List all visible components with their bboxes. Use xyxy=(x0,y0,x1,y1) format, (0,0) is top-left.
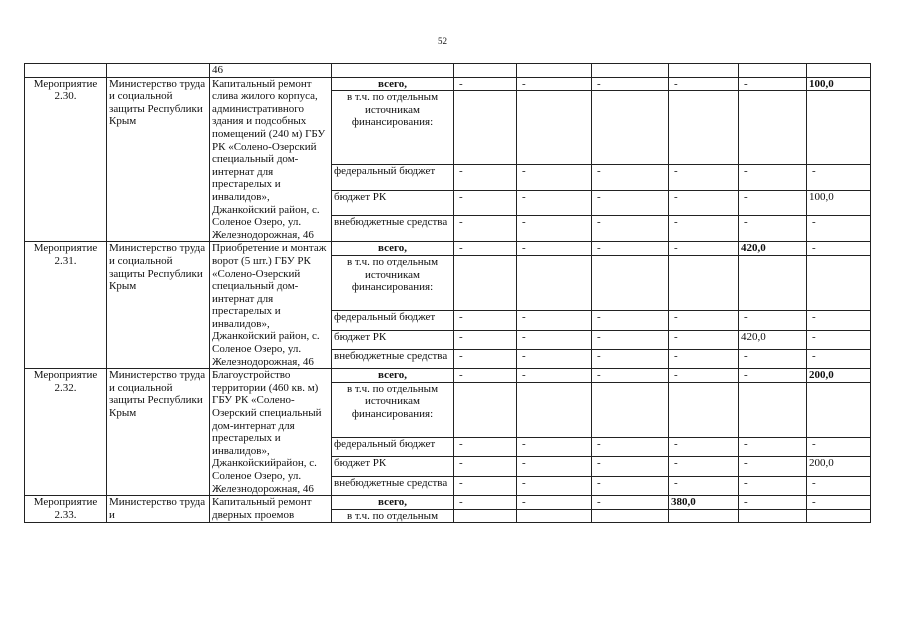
empty-cell xyxy=(25,64,107,78)
value-cell: - xyxy=(807,311,871,330)
value-cell: - xyxy=(739,216,807,242)
funding-source-cell: всего, xyxy=(332,242,454,256)
funding-source-cell: федеральный бюджет xyxy=(332,164,454,190)
value-cell xyxy=(454,91,517,165)
empty-cell xyxy=(592,64,669,78)
funding-source-cell: в т.ч. по отдельным источникам финансирования: xyxy=(332,91,454,165)
event-name-cell: Капитальный ремонт дверных проемов xyxy=(210,496,332,523)
value-cell: - xyxy=(807,438,871,457)
empty-cell xyxy=(807,64,871,78)
value-cell: - xyxy=(592,190,669,216)
value-cell: - xyxy=(739,311,807,330)
value-cell: - xyxy=(669,438,739,457)
event-id-cell: Мероприятие 2.30. xyxy=(25,77,107,242)
value-cell: - xyxy=(517,349,592,368)
executor-cell: Министерство труда и социальной защиты Республики Крым xyxy=(107,369,210,496)
value-cell: - xyxy=(592,438,669,457)
empty-cell xyxy=(669,64,739,78)
value-cell: - xyxy=(517,311,592,330)
funding-table xyxy=(24,63,871,523)
table-row xyxy=(25,242,871,256)
value-cell: 100,0 xyxy=(807,77,871,91)
value-cell: - xyxy=(739,349,807,368)
value-cell: - xyxy=(739,438,807,457)
value-cell: 420,0 xyxy=(739,242,807,256)
value-cell: - xyxy=(454,496,517,510)
value-cell: - xyxy=(517,369,592,383)
page-number: 52 xyxy=(438,36,447,46)
value-cell: - xyxy=(517,77,592,91)
value-cell: - xyxy=(669,349,739,368)
value-cell: - xyxy=(592,242,669,256)
value-cell: - xyxy=(739,476,807,495)
value-cell xyxy=(517,91,592,165)
value-cell xyxy=(807,382,871,437)
empty-cell xyxy=(454,64,517,78)
event-id-cell: Мероприятие 2.33. xyxy=(25,496,107,523)
value-cell: - xyxy=(454,330,517,349)
value-cell: - xyxy=(739,496,807,510)
value-cell: - xyxy=(669,164,739,190)
value-cell: - xyxy=(669,311,739,330)
value-cell xyxy=(739,91,807,165)
value-cell xyxy=(592,255,669,310)
empty-cell xyxy=(517,64,592,78)
value-cell: - xyxy=(454,311,517,330)
funding-source-cell: внебюджетные средства xyxy=(332,476,454,495)
value-cell xyxy=(592,91,669,165)
value-cell: - xyxy=(669,77,739,91)
value-cell: - xyxy=(517,496,592,510)
executor-cell: Министерство труда и социальной защиты Республики Крым xyxy=(107,242,210,369)
value-cell: - xyxy=(454,438,517,457)
executor-cell: Министерство труда и xyxy=(107,496,210,523)
funding-source-cell: всего, xyxy=(332,77,454,91)
value-cell xyxy=(454,382,517,437)
value-cell: - xyxy=(807,476,871,495)
value-cell: - xyxy=(517,438,592,457)
value-cell xyxy=(454,509,517,523)
value-cell: - xyxy=(454,216,517,242)
value-cell: - xyxy=(454,476,517,495)
funding-source-cell: бюджет РК xyxy=(332,330,454,349)
value-cell: - xyxy=(454,190,517,216)
value-cell xyxy=(739,255,807,310)
value-cell: - xyxy=(739,369,807,383)
value-cell: - xyxy=(669,476,739,495)
value-cell: - xyxy=(669,330,739,349)
value-cell xyxy=(669,91,739,165)
value-cell xyxy=(592,382,669,437)
value-cell: - xyxy=(739,457,807,476)
value-cell xyxy=(517,255,592,310)
table-row xyxy=(25,496,871,510)
value-cell: - xyxy=(592,77,669,91)
value-cell xyxy=(669,255,739,310)
event-id-cell: Мероприятие 2.32. xyxy=(25,369,107,496)
value-cell xyxy=(592,509,669,523)
event-name-cell: Благоустройство территории (460 кв. м) ГБУ РК «Солено-Озерский специальный дом-интернат для престарелых и инвалидов», Джанкойскийрайон, с. Соленое Озеро, ул. Железнодорожная, 46 xyxy=(210,369,332,496)
funding-source-cell: в т.ч. по отдельным источникам финансирования: xyxy=(332,255,454,310)
value-cell: 100,0 xyxy=(807,190,871,216)
value-cell xyxy=(517,509,592,523)
value-cell xyxy=(807,255,871,310)
carry-over-row xyxy=(25,64,871,78)
funding-source-cell: федеральный бюджет xyxy=(332,438,454,457)
value-cell: - xyxy=(454,349,517,368)
value-cell: - xyxy=(517,457,592,476)
funding-source-cell: внебюджетные средства xyxy=(332,216,454,242)
value-cell: - xyxy=(807,496,871,510)
empty-cell xyxy=(332,64,454,78)
table-row xyxy=(25,77,871,91)
table-row xyxy=(25,369,871,383)
funding-source-cell: федеральный бюджет xyxy=(332,311,454,330)
table-body xyxy=(25,64,871,523)
value-cell: - xyxy=(669,457,739,476)
value-cell: - xyxy=(739,164,807,190)
value-cell: - xyxy=(807,349,871,368)
value-cell: - xyxy=(454,77,517,91)
value-cell: - xyxy=(454,369,517,383)
value-cell: - xyxy=(739,77,807,91)
value-cell: - xyxy=(517,190,592,216)
value-cell xyxy=(669,509,739,523)
value-cell: 420,0 xyxy=(739,330,807,349)
value-cell: - xyxy=(517,164,592,190)
funding-source-cell: бюджет РК xyxy=(332,190,454,216)
funding-source-cell: бюджет РК xyxy=(332,457,454,476)
value-cell xyxy=(807,509,871,523)
value-cell xyxy=(739,382,807,437)
event-id-cell: Мероприятие 2.31. xyxy=(25,242,107,369)
value-cell: - xyxy=(454,242,517,256)
value-cell: - xyxy=(517,476,592,495)
funding-source-cell: внебюджетные средства xyxy=(332,349,454,368)
value-cell xyxy=(739,509,807,523)
value-cell: - xyxy=(807,242,871,256)
value-cell xyxy=(807,91,871,165)
empty-cell xyxy=(107,64,210,78)
event-name-cell: Приобретение и монтаж ворот (5 шт.) ГБУ РК «Солено-Озерский специальный дом-интернат для престарелых и инвалидов», Джанкойский район, с. Соленое Озеро, ул. Железнодорожная, 46 xyxy=(210,242,332,369)
value-cell: - xyxy=(517,216,592,242)
value-cell: - xyxy=(592,349,669,368)
value-cell: 200,0 xyxy=(807,457,871,476)
value-cell: - xyxy=(669,190,739,216)
value-cell: - xyxy=(592,457,669,476)
value-cell: - xyxy=(592,216,669,242)
value-cell: - xyxy=(454,164,517,190)
empty-cell xyxy=(739,64,807,78)
value-cell: - xyxy=(592,496,669,510)
value-cell xyxy=(669,382,739,437)
value-cell: - xyxy=(592,476,669,495)
value-cell: - xyxy=(669,369,739,383)
value-cell: - xyxy=(517,242,592,256)
value-cell: 200,0 xyxy=(807,369,871,383)
value-cell: - xyxy=(739,190,807,216)
value-cell: - xyxy=(592,369,669,383)
funding-source-cell: в т.ч. по отдельным xyxy=(332,509,454,523)
name-tail-cell: 46 xyxy=(210,64,332,78)
value-cell: - xyxy=(669,242,739,256)
value-cell xyxy=(517,382,592,437)
value-cell: - xyxy=(669,216,739,242)
value-cell: - xyxy=(592,330,669,349)
value-cell: - xyxy=(454,457,517,476)
value-cell xyxy=(454,255,517,310)
event-name-cell: Капитальный ремонт слива жилого корпуса, административного здания и подсобных помещений (240 м) ГБУ РК «Солено-Озерский специальный дом-интернат для престарелых и инвалидов», Джанкойский район, с. Соленое Озеро, ул. Железнодорожная, 46 xyxy=(210,77,332,242)
funding-source-cell: всего, xyxy=(332,369,454,383)
value-cell: 380,0 xyxy=(669,496,739,510)
value-cell: - xyxy=(807,216,871,242)
funding-source-cell: в т.ч. по отдельным источникам финансирования: xyxy=(332,382,454,437)
value-cell: - xyxy=(517,330,592,349)
value-cell: - xyxy=(807,164,871,190)
value-cell: - xyxy=(592,311,669,330)
executor-cell: Министерство труда и социальной защиты Республики Крым xyxy=(107,77,210,242)
value-cell: - xyxy=(807,330,871,349)
funding-source-cell: всего, xyxy=(332,496,454,510)
value-cell: - xyxy=(592,164,669,190)
